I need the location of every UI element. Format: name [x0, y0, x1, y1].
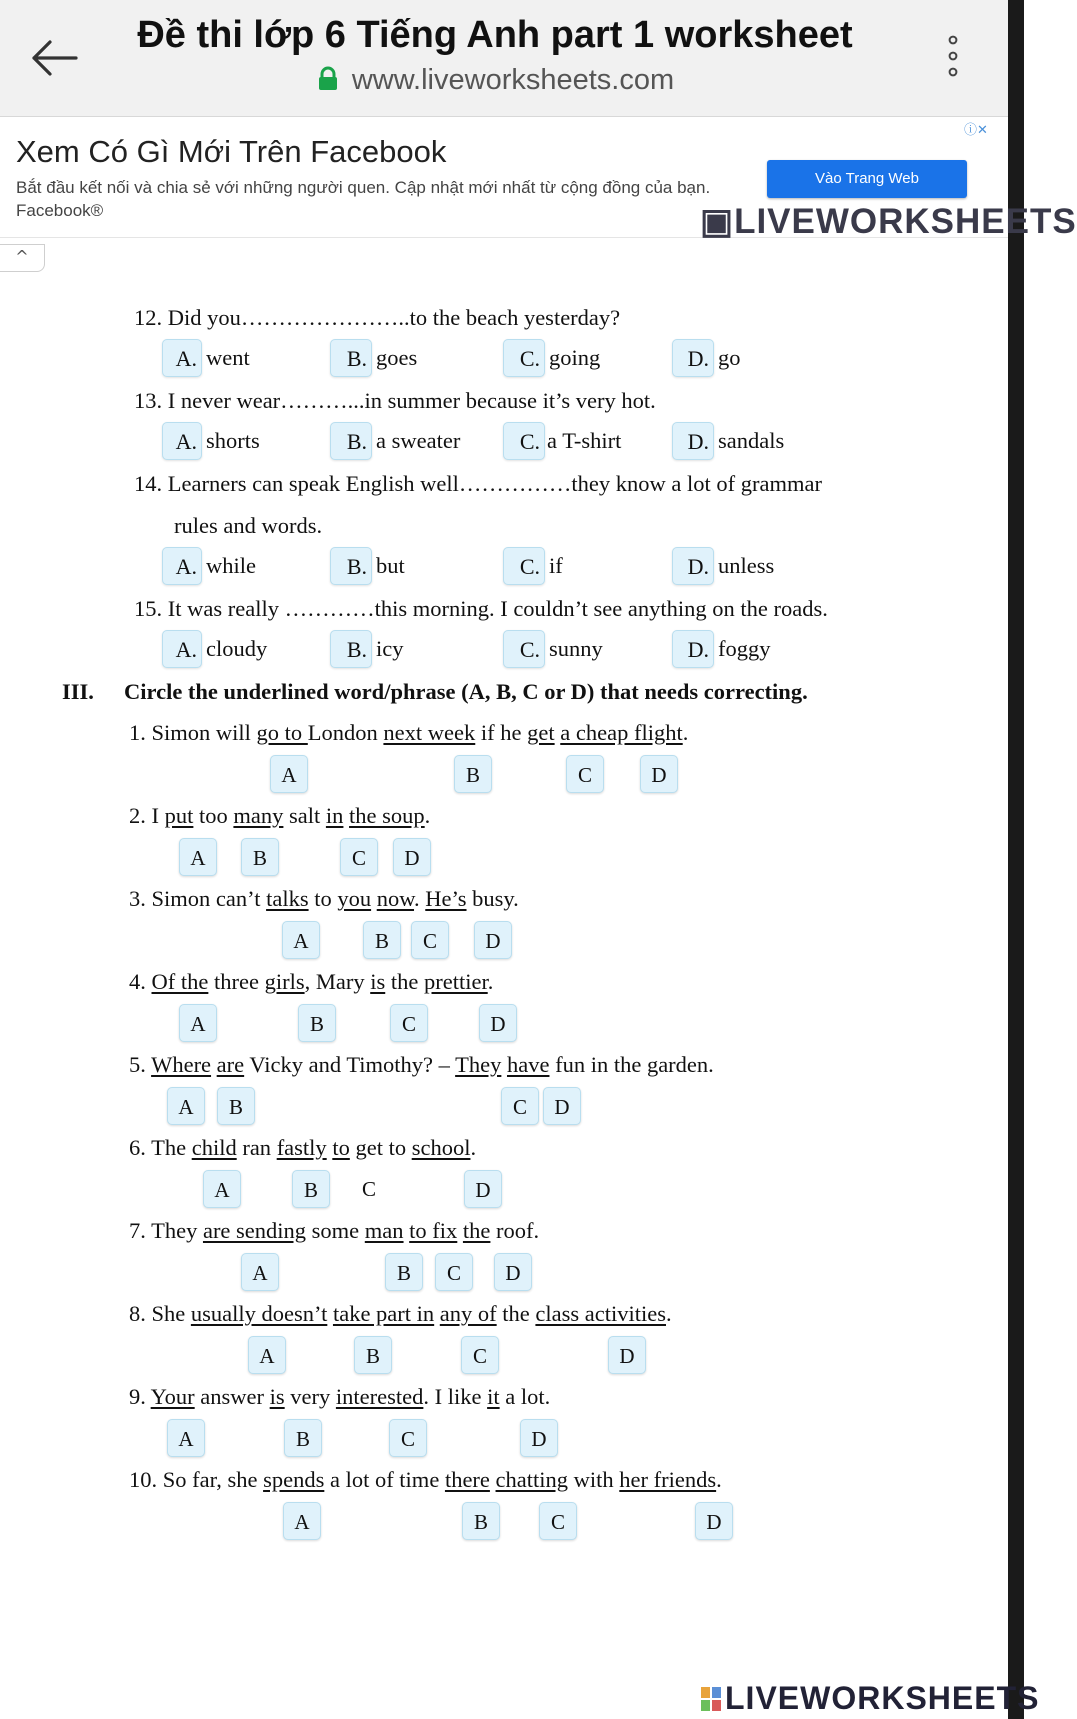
- q4-choice-d[interactable]: D: [479, 1004, 517, 1042]
- logo-mark-icon: ▣: [700, 202, 735, 241]
- q13-option-d-text: sandals: [718, 428, 785, 453]
- q13-option-c-text: a T-shirt: [547, 428, 622, 453]
- ad-heading[interactable]: Xem Có Gì Mới Trên Facebook: [16, 134, 447, 169]
- q14-option-b-label[interactable]: B.: [330, 547, 372, 585]
- page-title: Đề thi lớp 6 Tiếng Anh part 1 worksheet: [137, 14, 853, 56]
- q1-choice-d[interactable]: D: [640, 755, 678, 793]
- q7-choice-a[interactable]: A: [241, 1253, 279, 1291]
- q12-option-d-label[interactable]: D.: [672, 339, 714, 377]
- q13-option-a-text: shorts: [206, 428, 260, 453]
- q12-option-a-text: went: [206, 345, 250, 370]
- ad-visit-button[interactable]: Vào Trang Web: [767, 160, 967, 198]
- q5-choice-c[interactable]: C: [501, 1087, 539, 1125]
- q3-choice-b[interactable]: B: [363, 921, 401, 959]
- q15-option-b-text: icy: [376, 636, 404, 661]
- q15-option-d-label[interactable]: D.: [672, 630, 714, 668]
- q2-choice-b[interactable]: B: [241, 838, 279, 876]
- q15-option-b-label[interactable]: B.: [330, 630, 372, 668]
- q15-option-c-text: sunny: [549, 636, 603, 661]
- q13-option-a-label[interactable]: A.: [162, 422, 202, 460]
- q12-option-d-text: go: [718, 345, 741, 370]
- more-options-icon[interactable]: [944, 34, 962, 84]
- q10-choice-b[interactable]: B: [462, 1502, 500, 1540]
- q7-choice-b[interactable]: B: [385, 1253, 423, 1291]
- q4-choice-c[interactable]: C: [390, 1004, 428, 1042]
- q5-choice-d[interactable]: D: [543, 1087, 581, 1125]
- q5-choice-a[interactable]: A: [167, 1087, 205, 1125]
- error-sentence-3: 3. Simon can’t talks to you now. He’s busy.: [129, 886, 519, 911]
- q4-choice-b[interactable]: B: [298, 1004, 336, 1042]
- ad-body: Bắt đầu kết nối và chia sẻ với những người quen. Cập nhật mới nhất từ cộng đồng của bạn. Facebook®: [16, 178, 711, 220]
- q1-choice-b[interactable]: B: [454, 755, 492, 793]
- error-sentence-9: 9. Your answer is very interested. I like it a lot.: [129, 1384, 551, 1409]
- q14-option-c-label[interactable]: C.: [503, 547, 545, 585]
- q9-choice-d[interactable]: D: [520, 1419, 558, 1457]
- q14-option-d-label[interactable]: D.: [672, 547, 714, 585]
- q2-choice-d[interactable]: D: [393, 838, 431, 876]
- q8-choice-d[interactable]: D: [608, 1336, 646, 1374]
- q13-option-d-label[interactable]: D.: [672, 422, 714, 460]
- q8-choice-b[interactable]: B: [354, 1336, 392, 1374]
- q14-option-a-label[interactable]: A.: [162, 547, 202, 585]
- q13-option-c-label[interactable]: C.: [503, 422, 545, 460]
- q3-choice-d[interactable]: D: [474, 921, 512, 959]
- question-14-stem: 14. Learners can speak English well……………they know a lot of grammar: [134, 471, 822, 496]
- q10-choice-d[interactable]: D: [695, 1502, 733, 1540]
- q4-choice-a[interactable]: A: [179, 1004, 217, 1042]
- url-bar[interactable]: [100, 64, 890, 97]
- error-sentence-10: 10. So far, she spends a lot of time there chatting with her friends.: [129, 1467, 722, 1492]
- q7-choice-d[interactable]: D: [494, 1253, 532, 1291]
- q12-option-a-label[interactable]: A.: [162, 339, 202, 377]
- q15-option-d-text: foggy: [718, 636, 771, 661]
- liveworksheets-logo-top: [700, 202, 1077, 261]
- ad-choices-icon[interactable]: ⓘ✕: [964, 123, 988, 138]
- q1-choice-a[interactable]: A: [270, 755, 308, 793]
- q10-choice-a[interactable]: A: [283, 1502, 321, 1540]
- q6-choice-a[interactable]: A: [203, 1170, 241, 1208]
- q3-choice-a[interactable]: A: [282, 921, 320, 959]
- question-14-stem-continued: rules and words.: [174, 513, 323, 538]
- logo-text: LIVEWORKSHEETS: [725, 1680, 1040, 1716]
- section-3-title: Circle the underlined word/phrase (A, B, C or D) that needs correcting.: [124, 679, 808, 704]
- question-15-stem: 15. It was really …………this morning. I couldn’t see anything on the roads.: [134, 596, 828, 621]
- logo-mark-icon: [700, 1686, 722, 1712]
- q6-choice-b[interactable]: B: [292, 1170, 330, 1208]
- url-text: www.liveworksheets.com: [351, 64, 675, 96]
- question-13-stem: 13. I never wear………...in summer because it’s very hot.: [134, 388, 656, 413]
- q15-option-a-text: cloudy: [206, 636, 268, 661]
- q1-choice-c[interactable]: C: [566, 755, 604, 793]
- lock-icon: [316, 67, 340, 91]
- q13-option-b-text: a sweater: [376, 428, 461, 453]
- q3-choice-c[interactable]: C: [411, 921, 449, 959]
- q9-choice-a[interactable]: A: [167, 1419, 205, 1457]
- q10-choice-c[interactable]: C: [539, 1502, 577, 1540]
- q6-choice-d[interactable]: D: [464, 1170, 502, 1208]
- error-sentence-2: 2. I put too many salt in the soup.: [129, 803, 431, 828]
- question-12-stem: 12. Did you…………………..to the beach yesterday?: [134, 305, 621, 330]
- back-arrow-icon[interactable]: [26, 30, 82, 86]
- q12-option-b-label[interactable]: B.: [330, 339, 372, 377]
- error-sentence-6: 6. The child ran fastly to get to school.: [129, 1135, 477, 1160]
- screen-edge: [1008, 0, 1024, 1719]
- q9-choice-b[interactable]: B: [284, 1419, 322, 1457]
- q2-choice-c[interactable]: C: [340, 838, 378, 876]
- q15-option-c-label[interactable]: C.: [503, 630, 545, 668]
- q14-option-a-text: while: [206, 553, 256, 578]
- q14-option-c-text: if: [549, 553, 563, 578]
- collapse-ad-button[interactable]: ^: [0, 244, 45, 272]
- q12-option-c-label[interactable]: C.: [503, 339, 545, 377]
- error-sentence-8: 8. She usually doesn’t take part in any of the class activities.: [129, 1301, 672, 1326]
- section-3-number: III.: [62, 679, 94, 704]
- error-sentence-7: 7. They are sending some man to fix the roof.: [129, 1218, 540, 1243]
- error-sentence-1: 1. Simon will go to London next week if he get a cheap flight.: [129, 720, 689, 745]
- q14-option-d-text: unless: [718, 553, 775, 578]
- q14-option-b-text: but: [376, 553, 405, 578]
- q12-option-b-text: goes: [376, 345, 418, 370]
- q9-choice-c[interactable]: C: [389, 1419, 427, 1457]
- q15-option-a-label[interactable]: A.: [162, 630, 202, 668]
- error-sentence-4: 4. Of the three girls, Mary is the prettier.: [129, 969, 494, 994]
- q13-option-b-label[interactable]: B.: [330, 422, 372, 460]
- logo-text: LIVEWORKSHEETS: [734, 202, 1077, 241]
- q8-choice-c[interactable]: C: [461, 1336, 499, 1374]
- error-sentence-5: 5. Where are Vicky and Timothy? – They have fun in the garden.: [129, 1052, 714, 1077]
- q7-choice-c[interactable]: C: [435, 1253, 473, 1291]
- liveworksheets-logo-bottom: [700, 1680, 1039, 1717]
- q6-choice-c[interactable]: C: [361, 1177, 376, 1201]
- q12-option-c-text: going: [549, 345, 601, 370]
- q8-choice-a[interactable]: A: [248, 1336, 286, 1374]
- q5-choice-b[interactable]: B: [217, 1087, 255, 1125]
- q2-choice-a[interactable]: A: [179, 838, 217, 876]
